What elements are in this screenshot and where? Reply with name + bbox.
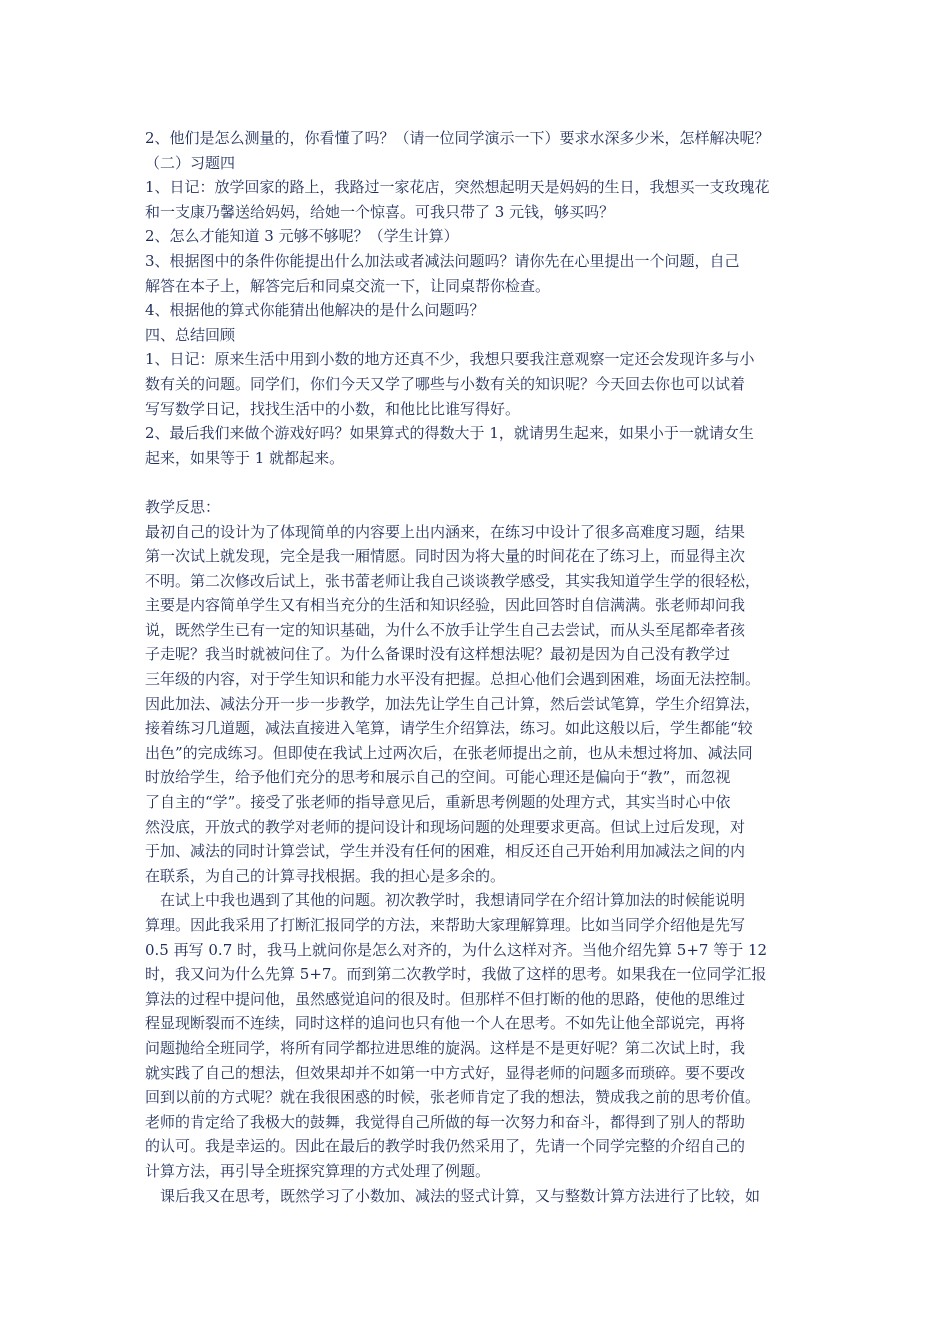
text-line: 然没底，开放式的教学对老师的提问设计和现场问题的处理要求更高。但试上过后发现，对 <box>145 817 746 836</box>
text-line: 课后我又在思考，既然学习了小数加、减法的竖式计算，又与整数计算方法进行了比较，如 <box>145 1186 761 1205</box>
text-line: 不明。第二次修改后试上，张书蕾老师让我自己谈谈教学感受，其实我知道学生学的很轻松， <box>145 571 761 590</box>
text-line: 1、日记：放学回家的路上，我路过一家花店，突然想起明天是妈妈的生日，我想买一支玫瑰花 <box>145 178 770 197</box>
text-line: 程显现断裂而不连续，同时这样的追问也只有他一个人在思考。不如先让他全部说完，再将 <box>145 1014 746 1033</box>
text-line: 2、他们是怎么测量的，你看懂了吗？（请一位同学演示一下）要求水深多少米，怎样解决呢？ <box>145 129 770 147</box>
paragraph <box>145 298 809 323</box>
text-line: 老师的肯定给了我极大的鼓舞，我觉得自己所做的每一次努力和奋斗，都得到了别人的帮助 <box>145 1112 746 1131</box>
paragraph <box>145 1184 809 1209</box>
text-line: 写写数学日记，找找生活中的小数，和他比比谁写得好。 <box>145 399 521 418</box>
text-line: 在联系，为自己的计算寻找根据。我的担心是多余的。 <box>145 866 506 885</box>
text-line: 于加、减法的同时计算尝试，学生并没有任何的困难，相反还自己开始利用加减法之间的内 <box>145 842 746 861</box>
text-line: 1、日记：原来生活中用到小数的地方还真不少，我想只要我注意观察一定还会发现许多与小 <box>145 350 755 369</box>
paragraph <box>145 888 809 1183</box>
text-line: 2、怎么才能知道 3 元够不够呢？（学生计算） <box>145 227 459 246</box>
text-line: 的认可。我是幸运的。因此在最后的教学时我仍然采用了，先请一个同学完整的介绍自己的 <box>145 1137 746 1156</box>
text-line: 解答在本子上，解答完后和同桌交流一下，让同桌帮你检查。 <box>145 276 551 295</box>
text-line: 算法的过程中提问他，虽然感觉追问的很及时。但那样不但打断的他的思路，使他的思维过 <box>145 989 746 1008</box>
text-line: 问题抛给全班同学，将所有同学都拉进思维的旋涡。这样是不是更好呢？第二次试上时，我 <box>145 1038 746 1057</box>
document-page <box>145 126 809 1208</box>
text-line: 起来，如果等于 1 就都起来。 <box>145 448 345 467</box>
text-line: 教学反思： <box>145 497 221 516</box>
paragraph <box>145 249 809 298</box>
paragraph <box>145 224 809 249</box>
paragraph <box>145 126 809 151</box>
text-line: 3、根据图中的条件你能提出什么加法或者减法问题吗？请你先在心里提出一个问题，自己 <box>145 251 740 270</box>
text-line: 计算方法，再引导全班探究算理的方式处理了例题。 <box>145 1161 491 1180</box>
paragraph <box>145 520 809 889</box>
paragraph <box>145 495 809 520</box>
text-line: 2、最后我们来做个游戏好吗？如果算式的得数大于 1，就请男生起来，如果小于一就请女生 <box>145 424 754 443</box>
text-line: 时，我又问为什么先算 5+7。而到第二次教学时，我做了这样的思考。如果我在一位同学汇报 <box>145 965 767 984</box>
paragraph <box>145 347 809 421</box>
text-line: 在试上中我也遇到了其他的问题。初次教学时，我想请同学在介绍计算加法的时候能说明 <box>145 891 746 910</box>
text-line: 四、总结回顾 <box>145 325 236 344</box>
text-line: 子走呢？我当时就被问住了。为什么备课时没有这样想法呢？最初是因为自己没有教学过 <box>145 645 731 664</box>
text-line: 时放给学生，给予他们充分的思考和展示自己的空间。可能心理还是偏向于“教”，而忽视 <box>145 768 731 787</box>
text-line: 4、根据他的算式你能猜出他解决的是什么问题吗？ <box>145 301 485 320</box>
text-line: 主要是内容简单学生又有相当充分的生活和知识经验，因此回答时自信满满。张老师却问我 <box>145 596 746 615</box>
text-line: 就实践了自己的想法，但效果却并不如第一中方式好，显得老师的问题多而琐碎。要不要改 <box>145 1063 746 1082</box>
paragraph <box>145 323 809 348</box>
text-line: 第一次试上就发现，完全是我一厢情愿。同时因为将大量的时间花在了练习上，而显得主次 <box>145 547 746 566</box>
text-line: 因此加法、减法分开一步一步教学，加法先让学生自己计算，然后尝试笔算，学生介绍算法， <box>145 694 761 713</box>
paragraph <box>145 421 809 470</box>
text-line: （二）习题四 <box>145 153 236 172</box>
text-line: 回到以前的方式呢？就在我很困惑的时候，张老师肯定了我的想法，赞成我之前的思考价值。 <box>145 1088 761 1107</box>
paragraph <box>145 151 809 176</box>
text-line: 最初自己的设计为了体现简单的内容要上出内涵来，在练习中设计了很多高难度习题，结果 <box>145 522 746 541</box>
text-line: 接着练习几道题，减法直接进入笔算，请学生介绍算法，练习。如此这般以后，学生都能“较 <box>145 719 753 738</box>
text-line: 算理。因此我采用了打断汇报同学的方法，来帮助大家理解算理。比如当同学介绍他是先写 <box>145 916 746 934</box>
paragraph <box>145 175 809 224</box>
text-line: 出色”的完成练习。但即使在我试上过两次后，在张老师提出之前，也从未想过将加、减法同 <box>145 743 753 762</box>
text-line: 说，既然学生已有一定的知识基础，为什么不放手让学生自己去尝试，而从头至尾都牵者孩 <box>145 620 746 639</box>
text-line: 了自主的“学”。接受了张老师的指导意见后，重新思考例题的处理方式，其实当时心中依 <box>145 793 731 812</box>
text-line: 数有关的问题。同学们，你们今天又学了哪些与小数有关的知识呢？今天回去你也可以试着 <box>145 374 746 393</box>
blank-line <box>145 470 809 495</box>
text-line: 和一支康乃馨送给妈妈，给她一个惊喜。可我只带了 3 元钱，够买吗？ <box>145 202 615 221</box>
text-line: 0.5 再写 0.7 时，我马上就问你是怎么对齐的，为什么这样对齐。当他介绍先算 5+7 等于 12 <box>145 940 768 959</box>
text-line: 三年级的内容，对于学生知识和能力水平没有把握。总担心他们会遇到困难，场面无法控制。 <box>145 670 761 689</box>
